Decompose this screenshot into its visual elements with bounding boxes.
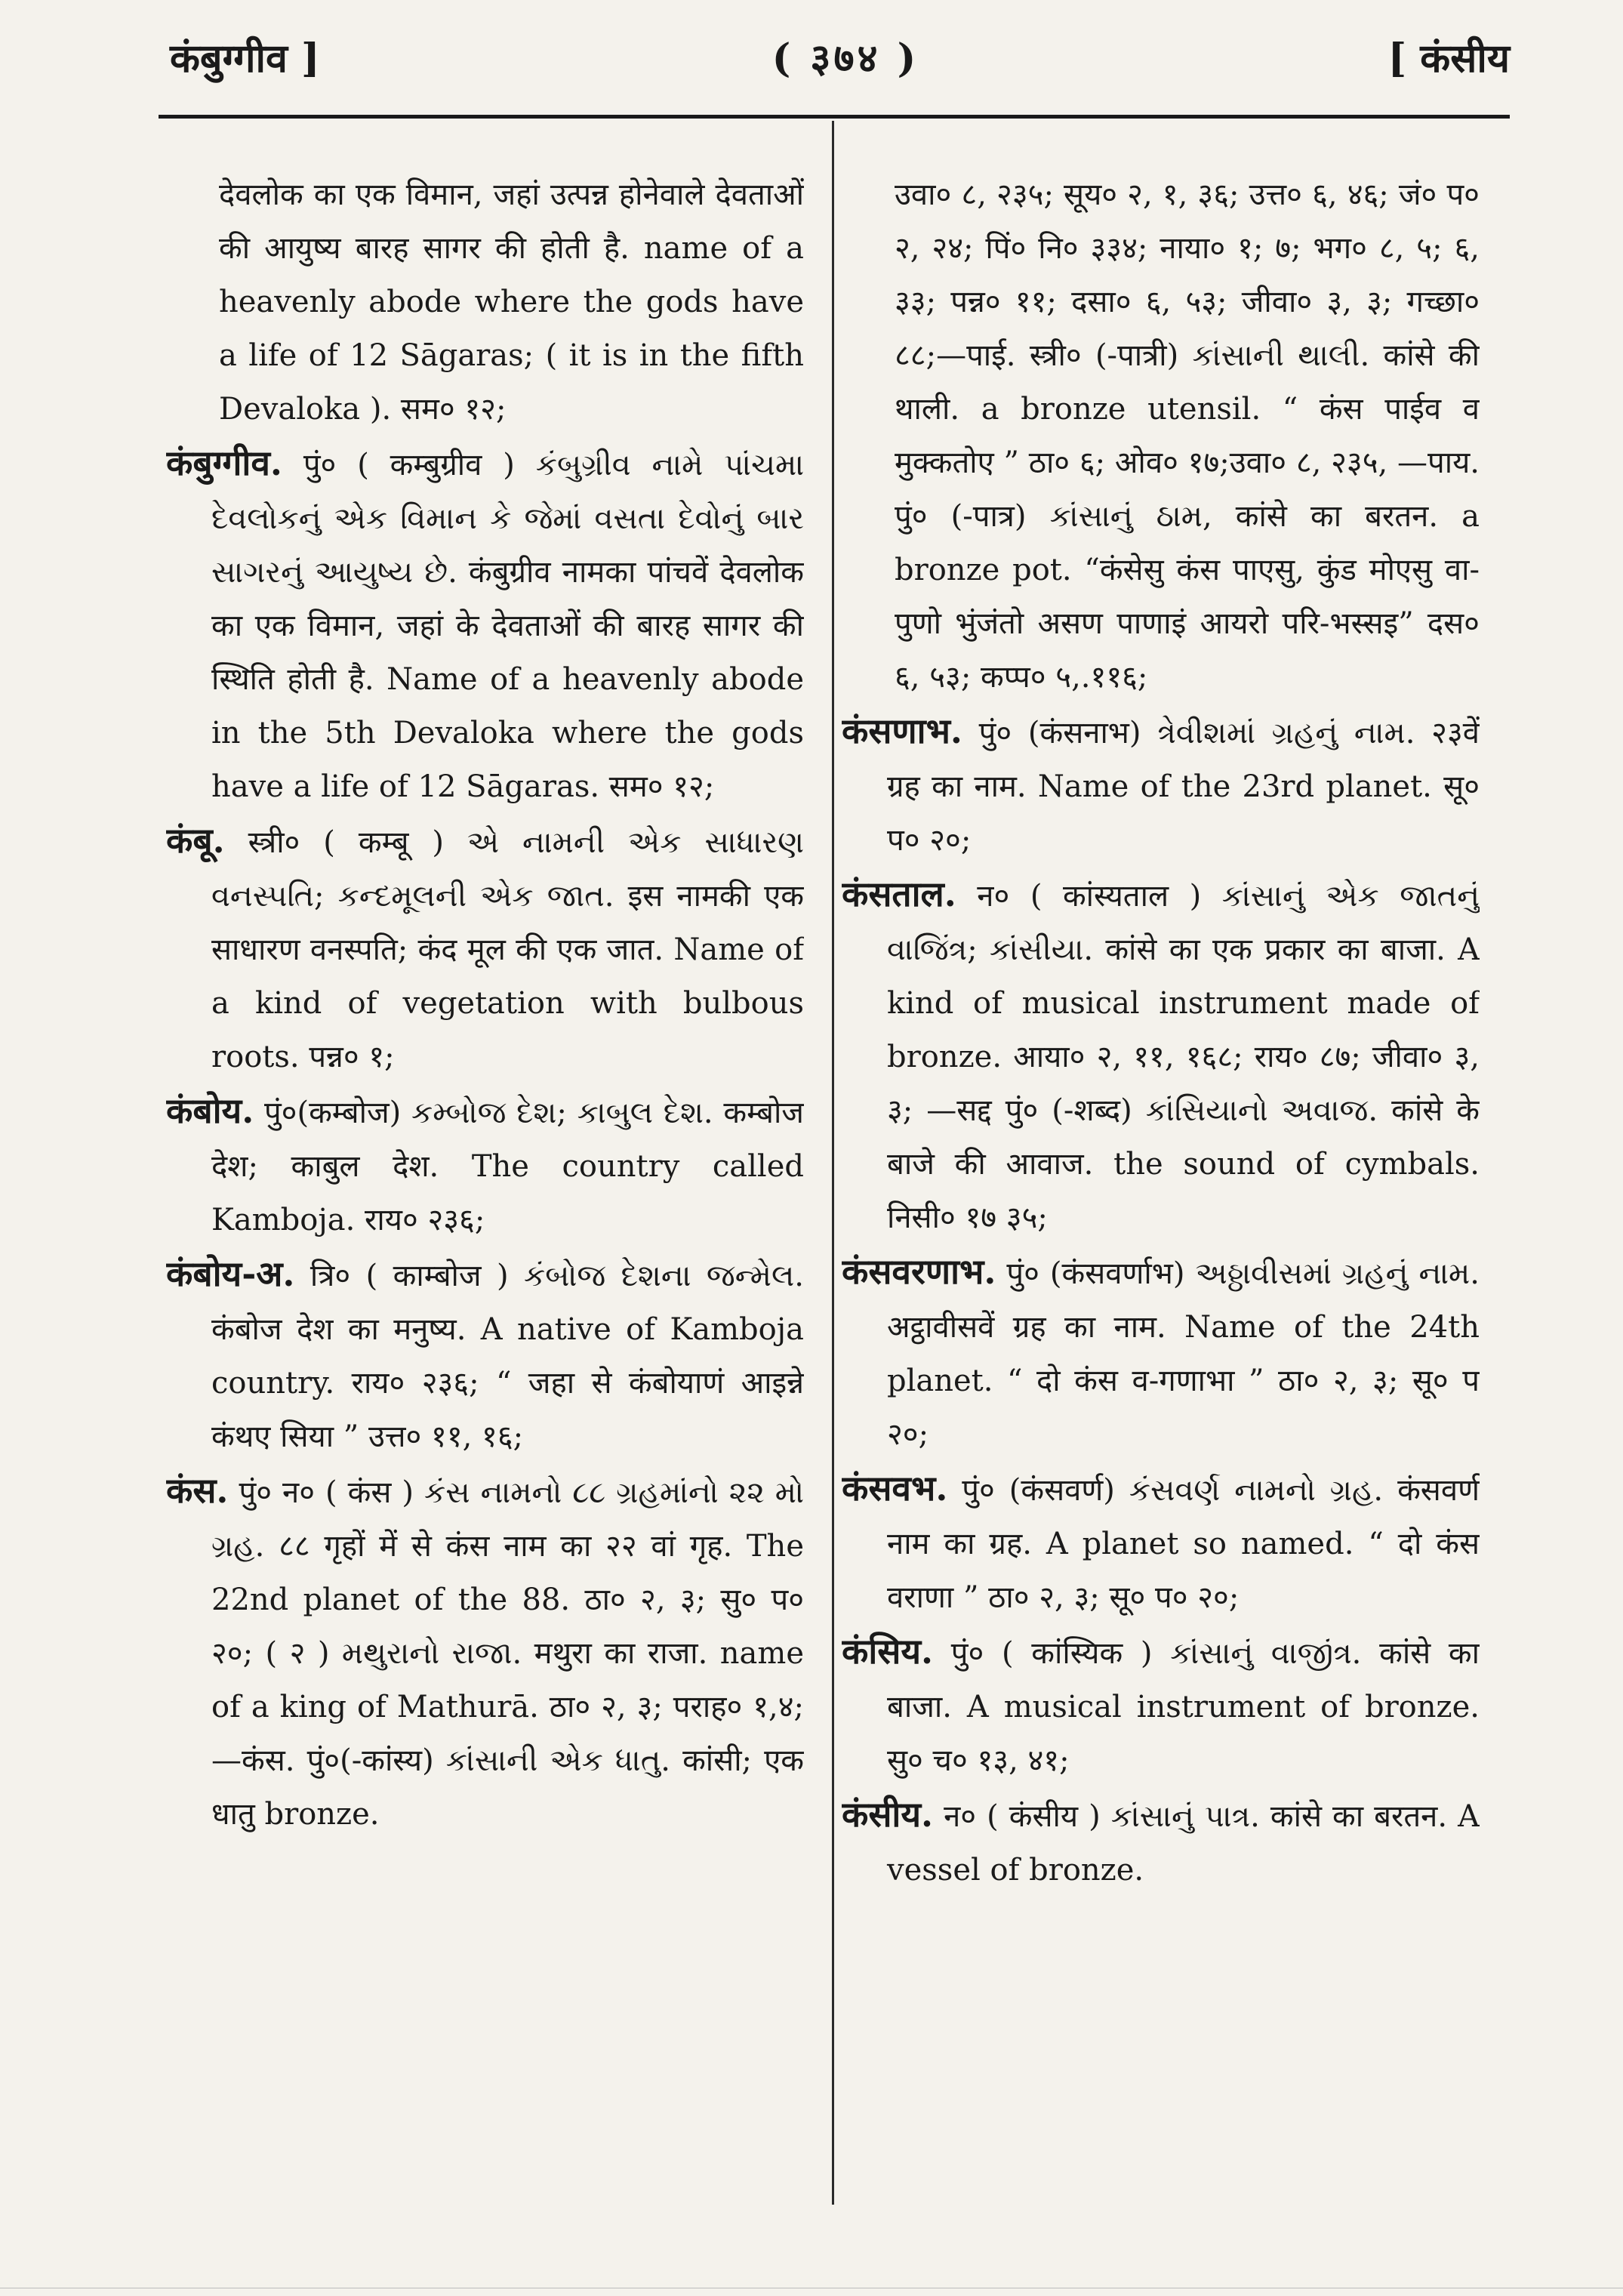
dictionary-entry [842,1625,1480,1788]
right-column [842,166,1480,2235]
page-header [0,23,1623,106]
dictionary-entry [219,166,804,436]
dictionary-entry [166,1247,804,1464]
dictionary-entry [842,704,1480,868]
entry-headword: कंबोय. [166,1090,254,1131]
entry-headword: कंस. [166,1470,229,1511]
entry-definition: पुं० (कंसनाभ) ત્રેવીશમાં ગ્રહનું નામ. २३वें ग्रह का नाम. Name of the 23rd planet. सू० प० २०; [887,716,1480,858]
dictionary-entry [842,1462,1480,1625]
column-divider [832,121,834,2205]
entry-headword: कंबुग्गीव. [166,442,282,483]
left-column [166,166,804,2235]
entry-definition: न० ( कांस्यताल ) કાંસાનું એક જાતનું વાજિંત્ર; કાંસીયા. कांसे का एक प्रकार का बाजा. A kind of musical instrument made of bronze. आया० २, ११, १६८; राय० ८७; जीवा० ३, ३; —सद्द पुं० (-शब्द) કાંસિયાનો અવાજ. कांसे के बाजे की आवाज. the sound of cymbals. निसी० १७ ३५; [887,879,1480,1235]
header-rule [159,115,1510,119]
entry-headword: कंसीय. [842,1794,934,1835]
entry-headword: कंसताल. [842,874,956,914]
entry-definition: देवलोक का एक विमान, जहां उत्पन्न होनेवाले देवताओं की आयुष्य बारह सागर की होती है. name of a heavenly abode where the gods have a life of 12 Sāgaras; ( it is in the fifth Devaloka ). सम० १२; [219,177,804,427]
entry-definition: स्त्री० ( कम्बू ) એ નામની એક સાધારણ વનસ્પતિ; કન્દમૂલની એક જાત. इस नामकी एक साधारण वनस्पति; कंद मूल की एक जात. Name of a kind of vegetation with bulbous roots. पन्न० १; [211,825,804,1074]
dictionary-entry [166,814,804,1084]
entry-definition: त्रि० ( काम्बोज ) કંબોજ દેશના જન્મેલ. कंबोज देश का मनुष्य. A native of Kamboja country. राय० २३६; “ जहा से कंबोयाणं आइन्ने कंथए सिया ” उत्त० ११, १६; [211,1259,804,1454]
entry-definition: पुं० ( कांस्यिक ) કાંસાનું વાજીંત્ર. कांसे का बाजा. A musical instrument of bronze. सु० च० १३, ४१; [887,1636,1480,1778]
entry-definition: उवा० ८, २३५; सूय० २, १, ३६; उत्त० ६, ४६; जं० प० २, २४; पिं० नि० ३३४; नाया० १; ७; भग० ८, ५; ६, ३३; पन्न० ११; दसा० ६, ५३; जीवा० ३, ३; गच्छा० ८८;—पाई. स्त्री० (-पात्री) કાંસાની થાલી. कांसे की थाली. a bronze utensil. “ कंस पाईव व मुक्कतोए ” ठा० ६; ओव० १७;उवा० ८, २३५, —पाय. पुं० (-पात्र) કાંસાનું ઠામ, कांसे का बरतन. a bronze pot. “कंसेसु कंस पाएसु, कुंड मोएसु वा-पुणो भुंजंतो असण पाणाइं आयरो परि-भस्सइ” दस० ६, ५३; कप्प० ५,.११६; [895,177,1480,695]
dictionary-entry [166,1084,804,1247]
page-number: ( ३७४ ) [771,35,919,82]
entry-definition: पुं० न० ( कंस ) કંસ નામનો ૮૮ ગ્રહમાંનો ૨૨ મો ગ્રહ. ८८ गृहों में से कंस नाम का २२ वां गृह. The 22nd planet of the 88. ठा० २, ३; सु० प० २०; ( २ ) મથુરાનો રાજા. मथुरा का राजा. name of a king of Mathurā. ठा० २, ३; पराह० १,४;—कंस. पुं०(-कांस्य) કાંસાની એક ધાતુ. कांसी; एक धातु bronze. [211,1475,804,1832]
entry-headword: कंसवभ. [842,1468,948,1509]
entry-definition: पुं०(कम्बोज) કમ્બોજ દેશ; કાબુલ દેશ. कम्बोज देश; काबुल देश. The country called Kamboja. राय० २३६; [211,1096,804,1237]
entry-definition: न० ( कंसीय ) કાંસાનું પાત્ર. कांसे का बरतन. A vessel of bronze. [887,1799,1480,1888]
entry-headword: कंसवरणाभ. [842,1251,996,1292]
dictionary-entry [895,166,1480,704]
entry-definition: पुं० ( कम्बुग्रीव ) કંબુગ્રીવ નામે પાંચમા દેવલોકનું એક વિમાન કે જેમાં વસતા દેવોનું બાર સાગરનું આયુષ્ય છે. कंबुग्रीव नामका पांचवें देवलोक का एक विमान, जहां के देवताओं की बारह सागर की स्थिति होती है. Name of a heavenly abode in the 5th Devaloka where the gods have a life of 12 Sāgaras. सम० १२; [211,448,804,804]
entry-headword: कंबोय-अ. [166,1253,295,1294]
entry-headword: कंसिय. [842,1631,934,1672]
dictionary-entry [166,436,804,814]
dictionary-entry [842,868,1480,1245]
header-last-headword: [ कंसीय [1387,35,1510,82]
header-first-headword: कंबुग्गीव ] [170,35,320,82]
dictionary-entry [166,1464,804,1841]
entry-definition: पुं० (कंसवर्णाभ) અઠ્ઠાવીસમાં ગ્રહનું નામ. अट्ठावीसवें ग्रह का नाम. Name of the 24th planet. “ दो कंस व-गणाभा ” ठा० २, ३; सू० प २०; [887,1256,1480,1452]
dictionary-entry [842,1245,1480,1462]
dictionary-entry [842,1788,1480,1897]
entry-headword: कंसणाभ. [842,710,962,751]
entry-headword: कंबू. [166,820,225,861]
entry-definition: पुं० (कंसवर्ण) કંસવર્ણ નામનો ગ્રહ. कंसवर्ण नाम का ग्रह. A planet so named. “ दो कंस वराणा ” ठा० २, ३; सू० प० २०; [887,1473,1480,1615]
